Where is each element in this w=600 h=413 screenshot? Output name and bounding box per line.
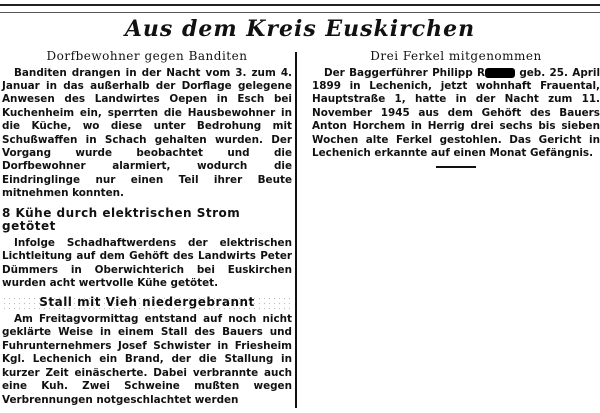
article-dorfbewohner	[2, 50, 292, 201]
article-body-start: Der Baggerführer Philipp R	[324, 66, 485, 79]
article-headline: 8 Kühe durch elektrischen Strom getötet	[2, 205, 241, 234]
article-ferkel	[312, 50, 600, 168]
article-body: Banditen drangen in der Nacht vom 3. zum 4. Januar in das außerhalb der Dorflage gelegene Anwesen des Landwirtes Oepen in Esch bei Kuchenheim ein, sperrten die Hausbewohner in die Küche, wo diese unter Bedrohung mit Schußwaffen in Schach gehalten wurden. Der Vorgang wurde beobachtet und die Dorfbewohner alarmiert, wodurch die Eindringlinge nur einen Teil ihrer Beute mitnehmen konnten.	[2, 66, 292, 200]
left-column	[2, 50, 292, 413]
article-kuehe	[2, 207, 292, 291]
article-end-rule	[436, 166, 476, 168]
redaction-bar	[485, 68, 515, 78]
section-masthead: Aus dem Kreis Euskirchen	[124, 16, 476, 42]
article-headline: Dorfbewohner gegen Banditen	[46, 49, 248, 63]
right-column	[312, 50, 600, 168]
top-border-rule	[0, 4, 600, 6]
article-headline: Stall mit Vieh niedergebrannt	[2, 296, 292, 310]
article-body: Infolge Schadhaftwerdens der elektrischen Lichtleitung auf dem Gehöft des Landwirts Peter Dümmers in Oberwichterich bei Euskirchen wurden acht wertvolle Kühe getötet.	[2, 236, 292, 290]
article-body-end: geb. 25. April 1899 in Lechenich, jetzt wohnhaft Frauental, Hauptstraße 1, hatte in der Nacht zum 11. November 1945 aus dem Gehöft des Bauers Anton Horchem in Herrig drei sechs bis sieben Wochen alte Ferkel gestohlen. Das Gericht in Lechenich erkannte auf einen Monat Gefängnis.	[312, 66, 600, 160]
article-headline: Drei Ferkel mitgenommen	[370, 49, 542, 63]
top-border-rule-secondary	[0, 12, 600, 13]
article-stall	[2, 296, 292, 406]
article-body: Am Freitagvormittag entstand auf noch nicht geklärte Weise in einem Stall des Bauers und Fuhrunternehmers Josef Schwister in Friesheim Kgl. Lechenich ein Brand, der die Stallung in kurzer Zeit einäscherte. Dabei verbrannte auch eine Kuh. Zwei Schweine mußten wegen Verbrennungen notgeschlachtet werden	[2, 313, 292, 406]
column-divider	[295, 52, 297, 408]
article-body	[312, 67, 600, 161]
